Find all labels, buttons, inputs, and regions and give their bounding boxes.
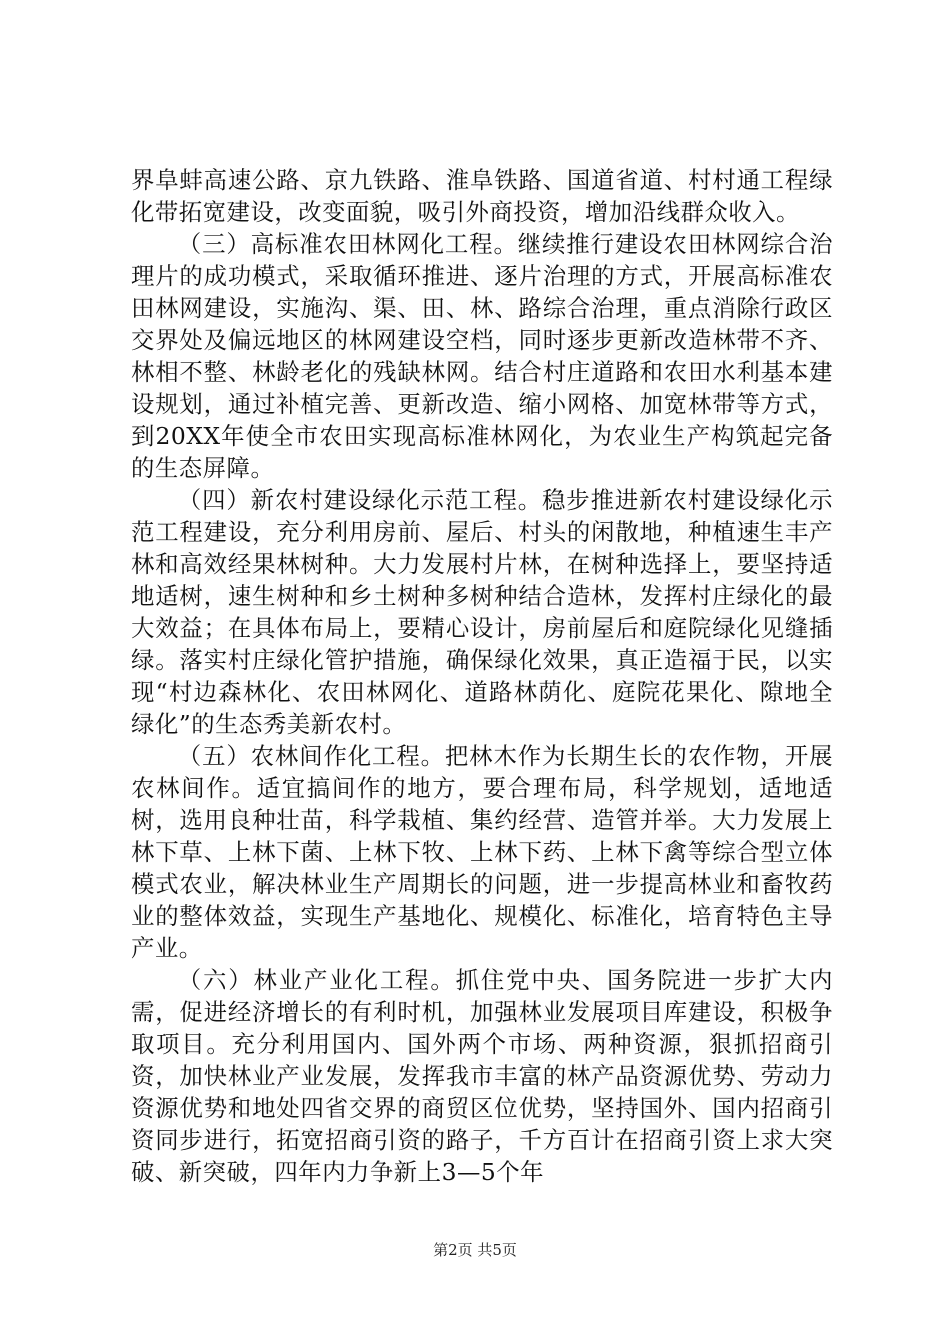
page-number-footer: 第2页 共5页 (433, 1241, 517, 1259)
paragraph-section-6: （六）林业产业化工程。抓住党中央、国务院进一步扩大内需，促进经济增长的有利时机，加强林业发展项目库建设，积极争取项目。充分利用国内、国外两个市场、两种资源，狠抓招商引资，加快林业产业发展，发挥我市丰富的林产品资源优势、劳动力资源优势和地处四省交界的商贸区位优势，坚持国外、国内招商引资同步进行，拓宽招商引资的路子，千方百计在招商引资上求大突破、新突破，四年内力争新上3—5个年 (131, 966, 833, 1186)
paragraph-section-5: （五）农林间作化工程。把林木作为长期生长的农作物，开展农林间作。适宜搞间作的地方，要合理布局，科学规划，适地适树，选用良种壮苗，科学栽植、集约经营、造管并举。大力发展上林下草、上林下菌、上林下牧、上林下药、上林下禽等综合型立体模式农业，解决林业生产周期长的问题，进一步提高林业和畜牧药业的整体效益，实现生产基地化、规模化、标准化，培育特色主导产业。 (131, 742, 833, 962)
paragraph-continuation: 界阜蚌高速公路、京九铁路、淮阜铁路、国道省道、村村通工程绿化带拓宽建设，改变面貌，吸引外商投资，增加沿线群众收入。 (131, 166, 833, 226)
paragraph-section-4: （四）新农村建设绿化示范工程。稳步推进新农村建设绿化示范工程建设，充分利用房前、屋后、村头的闲散地，种植速生丰产林和高效经果林树种。大力发展村片林，在树种选择上，要坚持适地适树，速生树种和乡土树种多树种结合造林，发挥村庄绿化的最大效益；在具体布局上，要精心设计，房前屋后和庭院绿化见缝插绿。落实村庄绿化管护措施，确保绿化效果，真正造福于民，以实现“村边森林化、农田林网化、道路林荫化、庭院花果化、隙地全绿化”的生态秀美新农村。 (131, 486, 833, 738)
paragraph-section-3: （三）高标准农田林网化工程。继续推行建设农田林网综合治理片的成功模式，采取循环推进、逐片治理的方式，开展高标准农田林网建设，实施沟、渠、田、林、路综合治理，重点消除行政区交界处及偏远地区的林网建设空档，同时逐步更新改造林带不齐、林相不整、林龄老化的残缺林网。结合村庄道路和农田水利基本建设规划，通过补植完善、更新改造、缩小网格、加宽林带等方式，到20XX年使全市农田实现高标准林网化，为农业生产构筑起完备的生态屏障。 (131, 230, 833, 482)
document-body (131, 164, 833, 1188)
